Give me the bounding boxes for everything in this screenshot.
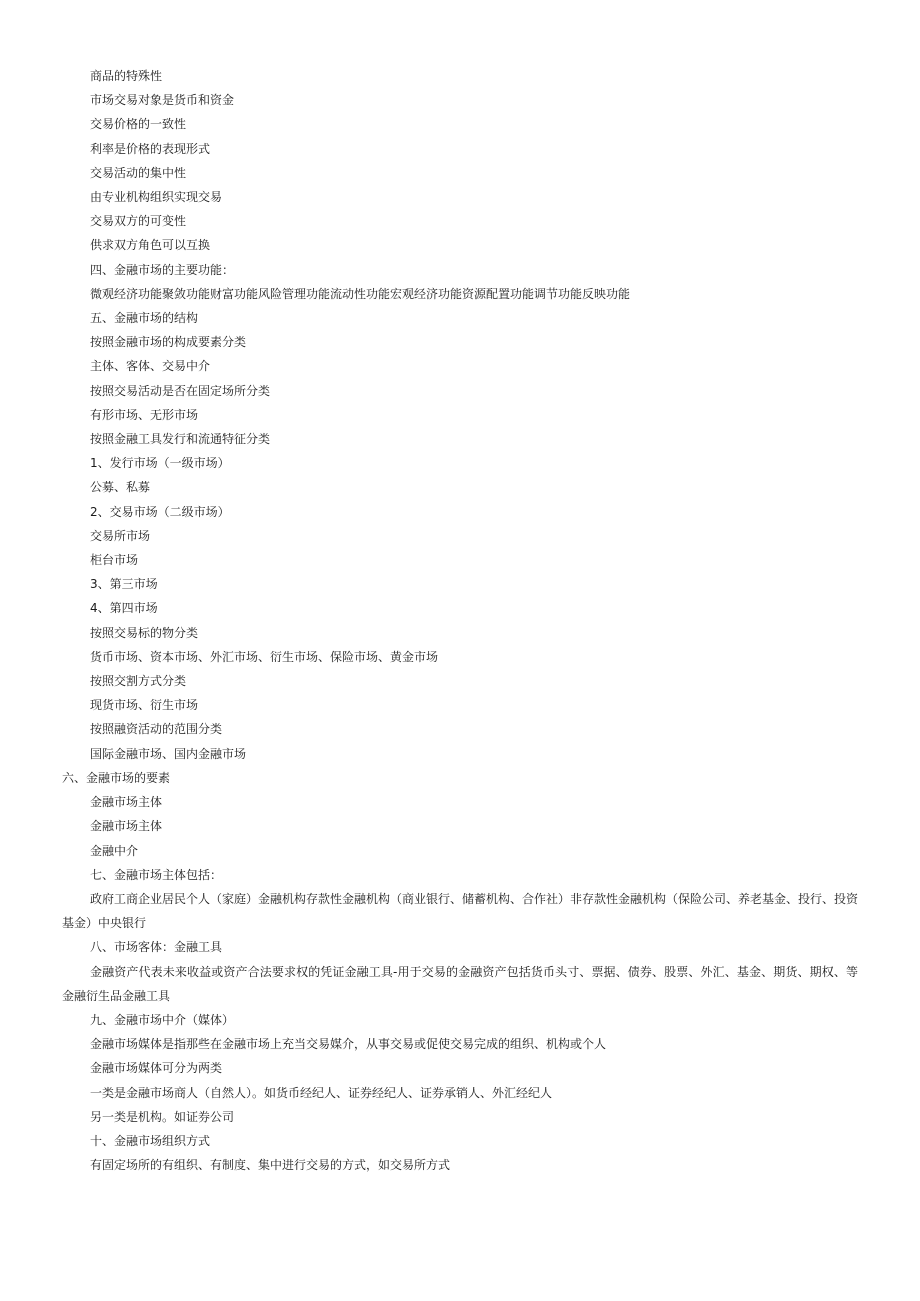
- text-line: 按照融资活动的范围分类: [90, 722, 223, 737]
- text-line: 交易价格的一致性: [90, 117, 187, 132]
- document-body: [62, 64, 858, 1177]
- text-line: 2、交易市场（二级市场）: [90, 504, 230, 519]
- text-line: 六、金融市场的要素: [62, 770, 171, 785]
- text-line: 微观经济功能聚敛功能财富功能风险管理功能流动性功能宏观经济功能资源配置功能调节功能反映功能: [90, 286, 631, 301]
- text-line: 现货市场、衍生市场: [90, 698, 199, 713]
- text-line: 有形市场、无形市场: [90, 407, 199, 422]
- text-line: 1、发行市场（一级市场）: [90, 456, 230, 471]
- text-line: 金融市场主体: [90, 819, 163, 834]
- text-line: 金融市场媒体是指那些在金融市场上充当交易媒介，从事交易或促使交易完成的组织、机构或个人: [90, 1037, 607, 1052]
- text-line: 公募、私募: [90, 480, 151, 495]
- text-line: 有固定场所的有组织、有制度、集中进行交易的方式，如交易所方式: [90, 1158, 451, 1173]
- text-line: 七、金融市场主体包括：: [90, 867, 223, 882]
- text-line: 供求双方角色可以互换: [90, 238, 211, 253]
- text-line: 4、第四市场: [90, 601, 158, 616]
- text-line: 交易活动的集中性: [90, 165, 187, 180]
- text-line: 按照交易标的物分类: [90, 625, 199, 640]
- text-line: 柜台市场: [90, 553, 139, 568]
- text-line: 按照交割方式分类: [90, 674, 187, 689]
- text-line: 由专业机构组织实现交易: [90, 190, 223, 205]
- text-line: 国际金融市场、国内金融市场: [90, 746, 247, 761]
- text-line: 市场交易对象是货币和资金: [90, 93, 235, 108]
- text-line: 按照金融工具发行和流通特征分类: [90, 432, 271, 447]
- text-paragraph: 金融资产代表未来收益或资产合法要求权的凭证金融工具-用于交易的金融资产包括货币头寸、票据、债券、股票、外汇、基金、期货、期权、等金融衍生品金融工具: [62, 964, 858, 1003]
- text-line: 交易双方的可变性: [90, 214, 187, 229]
- text-line: 四、金融市场的主要功能：: [90, 262, 235, 277]
- text-line: 货币市场、资本市场、外汇市场、衍生市场、保险市场、黄金市场: [90, 649, 439, 664]
- text-line: 另一类是机构。如证券公司: [90, 1109, 235, 1124]
- text-line: 商品的特殊性: [90, 69, 163, 83]
- text-line: 交易所市场: [90, 528, 151, 543]
- text-line: 按照金融市场的构成要素分类: [90, 335, 247, 350]
- text-line: 金融市场媒体可分为两类: [90, 1061, 223, 1076]
- text-line: 十、金融市场组织方式: [90, 1133, 211, 1148]
- text-line: 五、金融市场的结构: [90, 311, 199, 326]
- text-line: 利率是价格的表现形式: [90, 141, 211, 156]
- text-line: 主体、客体、交易中介: [90, 359, 211, 374]
- text-line: 按照交易活动是否在固定场所分类: [90, 383, 271, 398]
- text-line: 3、第三市场: [90, 577, 158, 592]
- text-paragraph: 政府工商企业居民个人（家庭）金融机构存款性金融机构（商业银行、储蓄机构、合作社）非存款性金融机构（保险公司、养老基金、投行、投资基金）中央银行: [62, 891, 859, 931]
- text-line: 一类是金融市场商人（自然人）。如货币经纪人、证券经纪人、证券承销人、外汇经纪人: [90, 1085, 553, 1100]
- text-line: 八、市场客体：金融工具: [90, 940, 223, 955]
- text-line: 九、金融市场中介（媒体）: [90, 1012, 235, 1027]
- text-line: 金融中介: [90, 843, 139, 858]
- text-line: 金融市场主体: [90, 795, 163, 810]
